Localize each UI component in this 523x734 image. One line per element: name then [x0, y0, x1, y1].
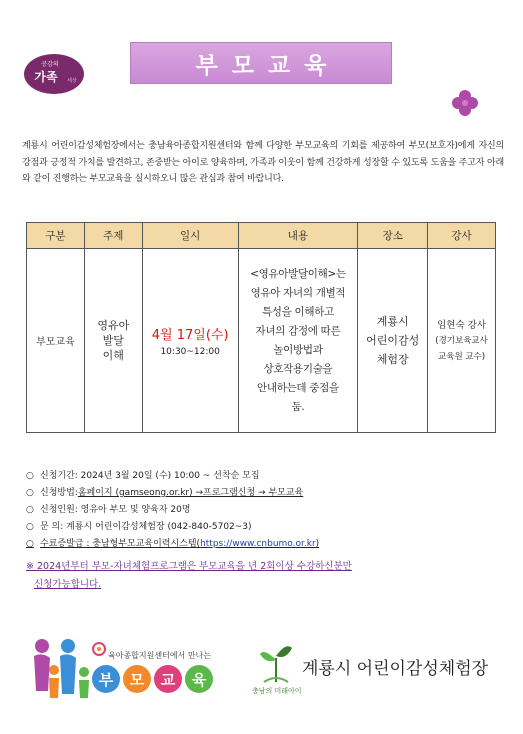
period-text: 신청기간: 2024년 3월 20일 (수) 10:00 ~ 선착순 모집 [40, 471, 260, 481]
bullet: ○ [26, 522, 34, 532]
cell-content: <영유아발달이해>는 영유아 자녀의 개별적 특성을 이해하고 자녀의 감정에 따른 놀이방법과 상호작용기술을 안내하는데 중점을 둠. [238, 249, 358, 433]
badge-line2: 가족 [34, 70, 58, 84]
cell-category: 부모교육 [27, 249, 85, 433]
header-date: 일시 [142, 223, 238, 249]
family-badge-logo [20, 50, 92, 96]
table-row [27, 249, 496, 433]
notice [26, 558, 352, 594]
cell-lecturer [428, 249, 496, 433]
schedule-table [26, 222, 496, 433]
cert-link[interactable]: https://www.cnbumo.or.kr [200, 539, 316, 549]
table-header-row [27, 223, 496, 249]
lecturer-name: 임현숙 강사 [437, 319, 487, 331]
page-title: 부모교육 [195, 52, 341, 79]
badge-line3: 세상 [67, 78, 77, 84]
family-illustration-icon [28, 636, 98, 706]
info-certificate [26, 536, 506, 553]
info-target [26, 502, 506, 519]
sprout-logo-icon [256, 638, 296, 686]
badge-line1: 공감의 [41, 61, 59, 68]
info-method [26, 485, 506, 502]
target-text: 신청인원: 영유아 부모 및 양육자 20명 [40, 505, 191, 515]
slogan-text: 육아종합지원센터에서 만나는 [108, 651, 212, 660]
header-content: 내용 [238, 223, 358, 249]
header-topic: 주제 [84, 223, 142, 249]
bullet: ○ [26, 471, 34, 481]
header-place: 장소 [358, 223, 428, 249]
edu-char-3: 교 [154, 665, 182, 693]
facility-name: 계룡시 어린이감성체험장 [302, 659, 489, 679]
method-link[interactable]: 홈페이지 (gamseong.or.kr) →프로그램신청 → 부모교육 [77, 488, 304, 498]
parent-education-logo [92, 665, 213, 693]
date-text: 4월 17일(수) [151, 328, 229, 343]
bullet: ○ [26, 539, 34, 549]
bullet: ○ [26, 488, 34, 498]
header-lecturer: 강사 [428, 223, 496, 249]
cell-date [142, 249, 238, 433]
info-contact [26, 519, 506, 536]
notice-line2: 신청가능합니다. [34, 579, 102, 590]
clover-icon [450, 88, 480, 118]
cell-place: 계룡시 어린이감성 체험장 [358, 249, 428, 433]
contact-text: 문 의: 계룡시 어린이감성체험장 (042-840-5702~3) [40, 522, 252, 532]
edu-char-2: 모 [123, 665, 151, 693]
bullet: ○ [26, 505, 34, 515]
cert-suffix: ) [315, 539, 320, 549]
center-logo-icon [92, 642, 106, 656]
info-period [26, 468, 506, 485]
edu-char-4: 육 [185, 665, 213, 693]
cell-topic: 영유아 발달 이해 [84, 249, 142, 433]
lecturer-affiliation: (경기보육교사 교육원 교수) [435, 335, 488, 362]
method-label: 신청방법: [40, 488, 78, 498]
header-category: 구분 [27, 223, 85, 249]
title-banner [130, 42, 392, 84]
info-list [26, 468, 506, 553]
intro-paragraph: 계룡시 어린이감성체험장에서는 충남육아종합지원센터와 함께 다양한 부모교육의 기회를 제공하여 부모(보호자)에게 자신의 강점과 긍정적 가치를 발견하고, 존중받는 아이로 양육하며, 가족과 이웃이 함께 건강하게 성장할 수 있도록 도움을 주고자 아래와 같이 진행하는 부모교육을 실시하오니 많은 관심과 참여 바랍니다. [22, 141, 504, 184]
notice-line1: ※ 2024년부터 부모-자녀체험프로그램은 부모교육을 년 2회이상 수강하신분만 [26, 561, 352, 572]
edu-char-1: 부 [92, 665, 120, 693]
sprout-caption: 충남의 미래아이 [252, 687, 302, 695]
time-text: 10:30~12:00 [160, 347, 220, 357]
cert-label: 수료증발급 : 충남형부모교육이력시스템( [40, 539, 201, 549]
